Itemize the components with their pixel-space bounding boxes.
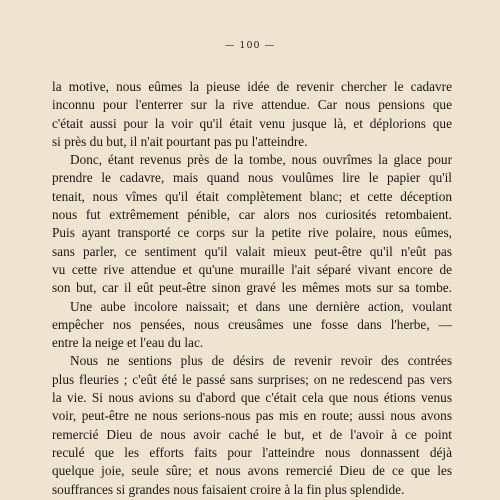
text-line: souffrances si grandes nous faisaient croire à la fin plus splendide. — [52, 481, 405, 497]
text-line: entre la neige et l'eau du lac. — [52, 335, 204, 351]
paragraph-1 — [52, 78, 452, 151]
text-line: plus fleuries ; c'eût été le passé sans surprises; on ne redescend pas vers — [52, 371, 452, 387]
paragraph-2 — [52, 151, 452, 297]
text-line: la vie. Si nous avions su d'abord que c'était cela que nous étions venus — [52, 390, 452, 406]
text-line: quelque joie, seule sûre; et nous avons remercié Dieu de ce que les — [52, 463, 452, 479]
text-line: c'était aussi pour la voir qu'il était venu jusque là, et déplorions que — [52, 115, 452, 131]
text-line: inconnu pour l'enterrer sur la rive attendue. Car nous pensions que — [52, 97, 452, 113]
text-line: Donc, étant revenus près de la tombe, nous ouvrîmes la glace pour — [70, 152, 452, 168]
text-line: tenait, nous vîmes qu'il était complètement blanc; et cette déception — [52, 188, 452, 204]
text-line: vu cette rive attendue et qu'une muraille l'ait séparé vivant encore de — [52, 261, 452, 277]
text-line: reculé que les efforts faits pour l'atteindre nous donnassent déjà — [52, 444, 452, 460]
paragraph-3 — [52, 298, 452, 353]
text-line: la motive, nous eûmes la pieuse idée de revenir chercher le cadavre — [52, 79, 452, 94]
text-line: empêcher nos pensées, nous creusâmes une fosse dans l'herbe, — — [52, 316, 452, 332]
text-line: prendre le cadavre, mais quand nous voulûmes lire le papier qu'il — [52, 170, 452, 186]
text-line: si près du but, il n'ait pourtant pas pu l'atteindre. — [52, 133, 308, 149]
text-line: nous fut extrêmement pénible, car alors nos curiosités retombaient. — [52, 207, 452, 223]
text-line: voir, peut-être ne nous serions-nous pas mis en route; aussi nous avons — [52, 408, 452, 424]
text-line: son but, car il eût peut-être sinon gravé les mêmes mots sur sa tombe. — [52, 280, 452, 296]
text-line: Puis ayant transporté ce corps sur la petite rive polaire, nous eûmes, — [52, 225, 452, 241]
body-text — [52, 78, 452, 499]
text-line: Une aube incolore naissait; et dans une dernière action, voulant — [70, 298, 452, 314]
text-line: sans parler, ce sentiment qu'il valait mieux peut-être qu'il n'eût pas — [52, 243, 452, 259]
text-line: Nous ne sentions plus de désirs de revenir revoir des contrées — [70, 353, 452, 369]
text-line: remercié Dieu de nous avoir caché le but, et de l'avoir à ce point — [52, 426, 452, 442]
paragraph-4 — [52, 352, 452, 498]
page-number: — 100 — — [224, 40, 276, 51]
